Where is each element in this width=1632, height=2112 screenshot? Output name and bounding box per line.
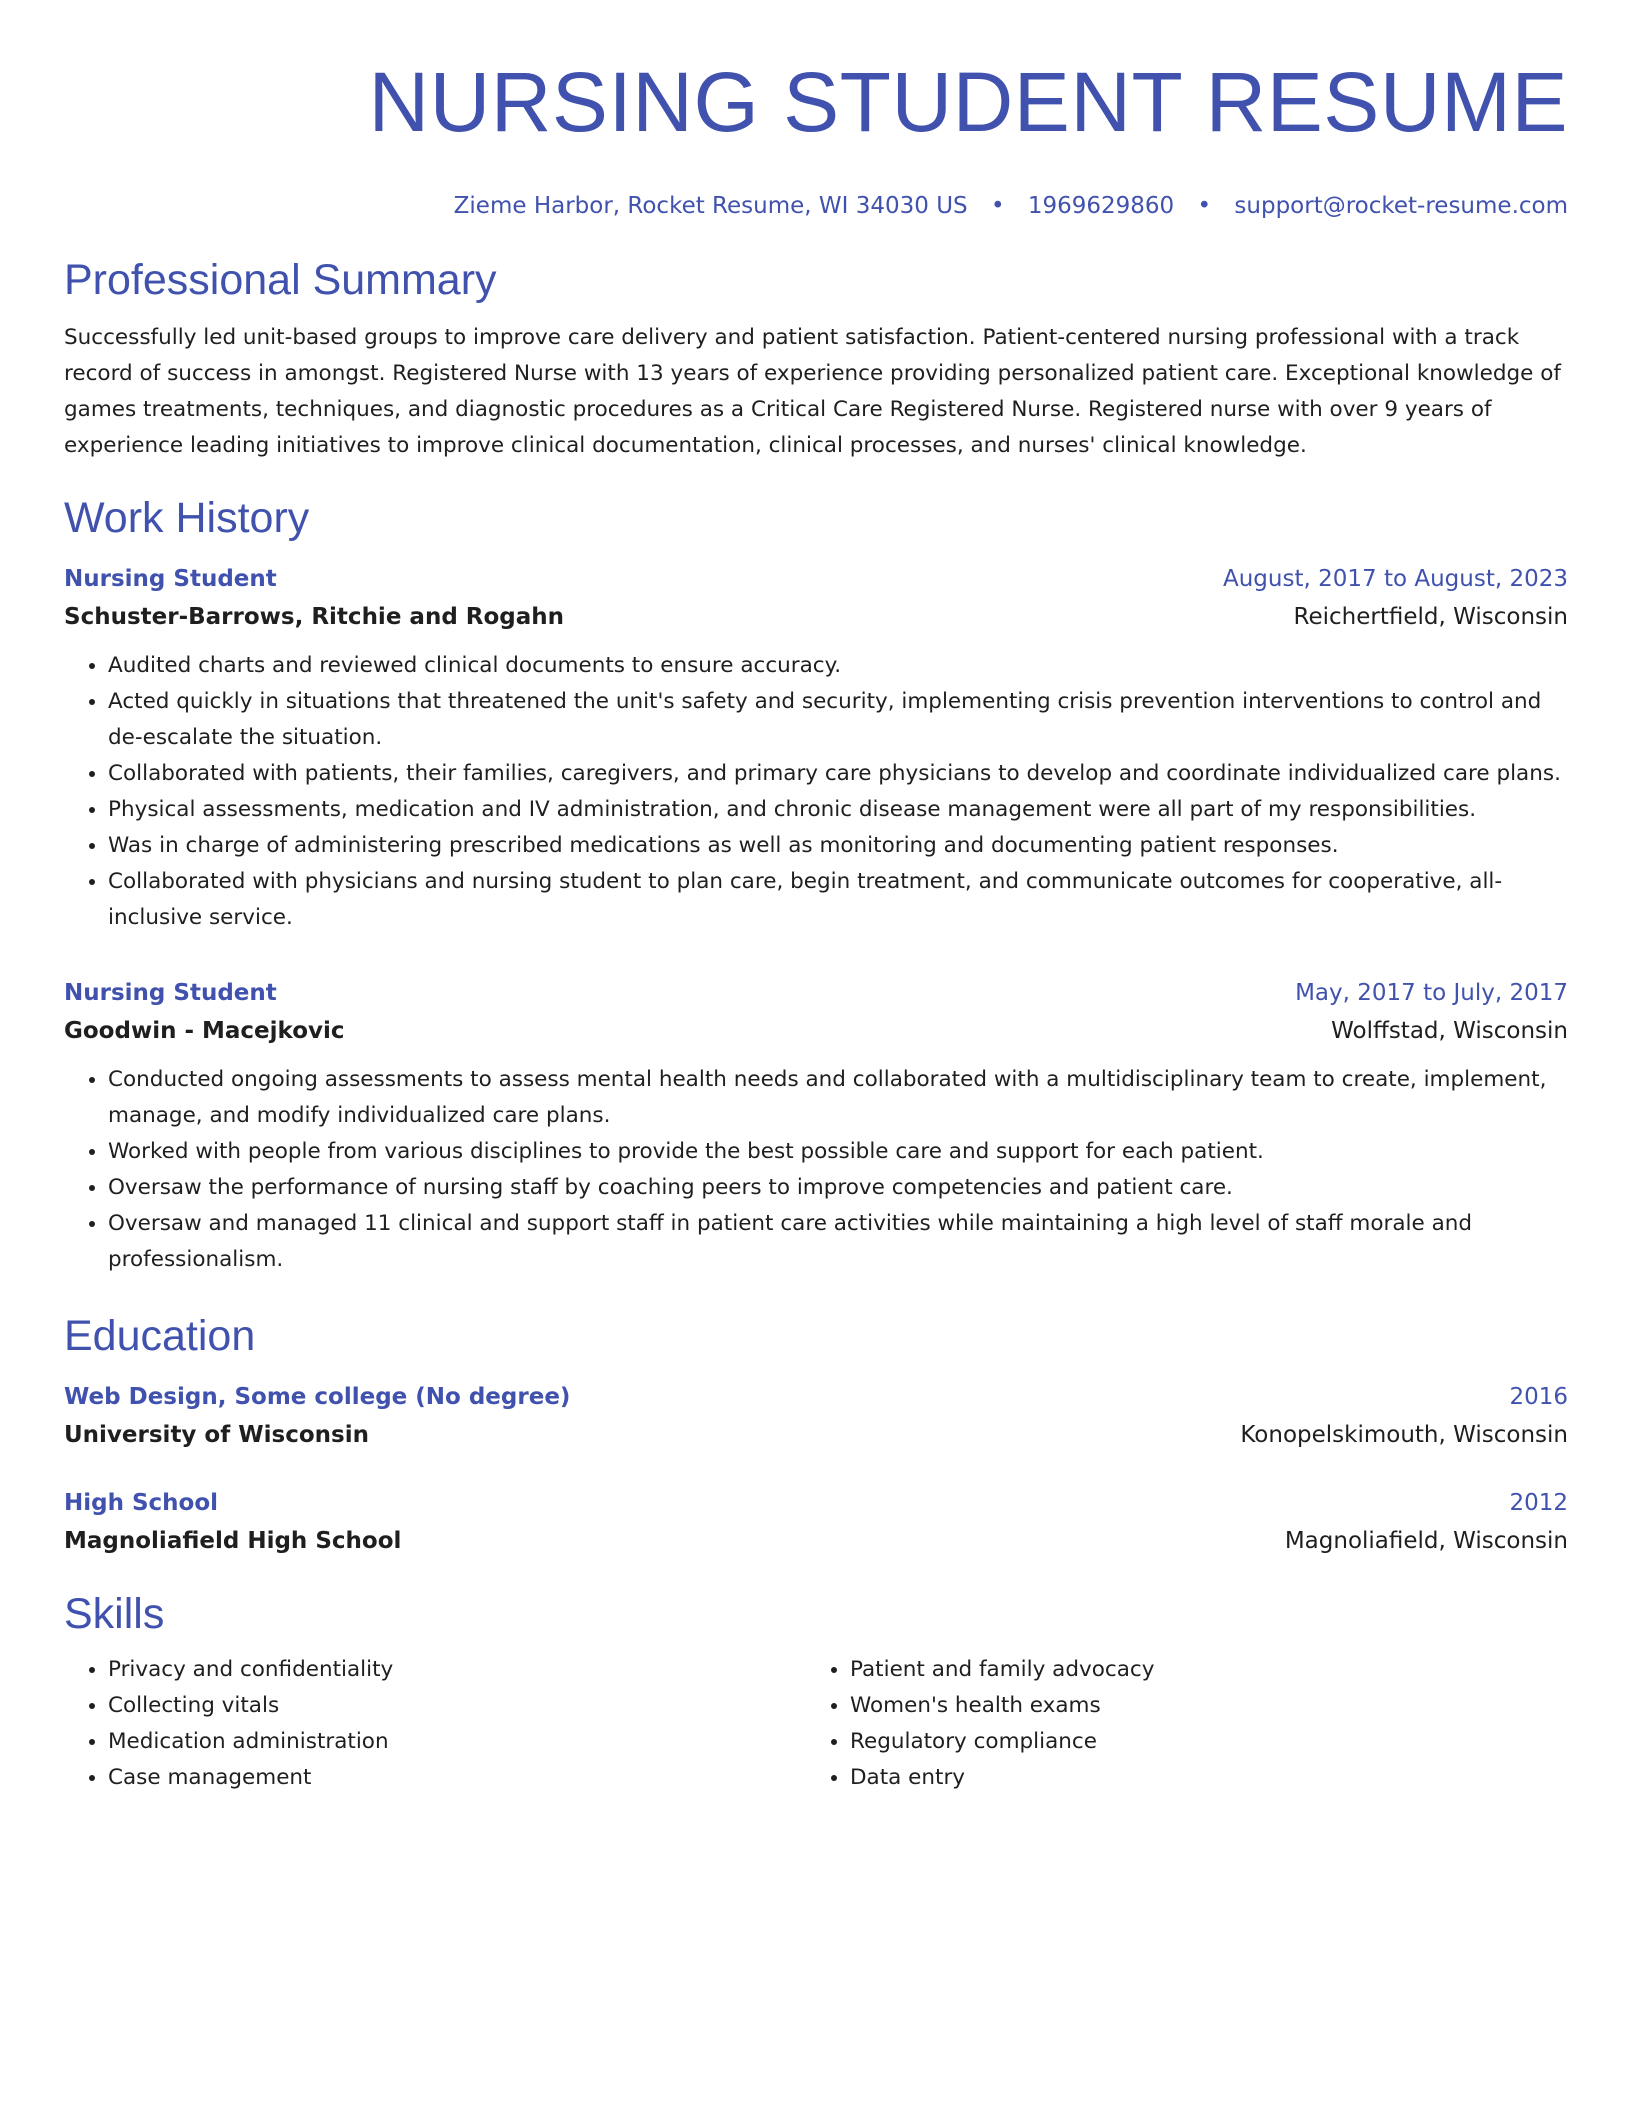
phone: 1969629860 — [1027, 193, 1175, 219]
job-duties-list — [64, 1062, 1568, 1278]
separator-dot: • — [990, 193, 1005, 219]
school-location: Magnoliafield, Wisconsin — [1284, 1528, 1568, 1554]
graduation-year: 2016 — [1509, 1384, 1568, 1410]
skill-item: • Women's health exams — [850, 1688, 1548, 1724]
job-location: Wolffstad, Wisconsin — [1331, 1018, 1568, 1044]
skill-item: • Case management — [108, 1760, 806, 1796]
resume-page — [64, 0, 1568, 1796]
section-title-summary: Professional Summary — [64, 256, 497, 304]
job-role: Nursing Student — [64, 566, 277, 592]
education-entry — [64, 1484, 1568, 1560]
skills-column-right — [806, 1652, 1548, 1796]
degree: High School — [64, 1490, 219, 1516]
job-role: Nursing Student — [64, 980, 277, 1006]
job-duties-list — [64, 648, 1568, 936]
job-dates: August, 2017 to August, 2023 — [1223, 566, 1568, 592]
summary-text: Successfully led unit-based groups to improve care delivery and patient satisfaction. Patient-centered nursing professional with a track record of success in amongst. Registered Nurse with 13 years of experience providing personalized patient care. Exceptional knowledge of games treatments, techniques, and diagnostic procedures as a Critical Care Registered Nurse. Registered nurse with over 9 years of experience leading initiatives to improve clinical documentation, clinical processes, and nurses' clinical knowledge. — [64, 325, 1561, 458]
skills-grid — [64, 1652, 1568, 1796]
address: Zieme Harbor, Rocket Resume, WI 34030 US — [453, 193, 968, 219]
resume-title: NURSING STUDENT RESUME — [368, 55, 1568, 149]
section-title-skills: Skills — [64, 1590, 165, 1638]
list-item: • Audited charts and reviewed clinical documents to ensure accuracy. — [108, 648, 1568, 684]
skill-item: • Medication administration — [108, 1724, 806, 1760]
list-item: • Physical assessments, medication and IV administration, and chronic disease management were all part of my responsibilities. — [108, 792, 1568, 828]
job-location: Reichertfield, Wisconsin — [1293, 604, 1568, 630]
school-location: Konopelskimouth, Wisconsin — [1240, 1422, 1568, 1448]
email-link[interactable]: support@rocket-resume.com — [1234, 193, 1568, 219]
job-entry — [64, 560, 1568, 936]
section-title-work-history: Work History — [64, 494, 310, 542]
school-name: Magnoliafield High School — [64, 1528, 402, 1554]
list-item: • Acted quickly in situations that threatened the unit's safety and security, implementing crisis prevention interventions to control and de-escalate the situation. — [108, 684, 1568, 756]
resume-header — [64, 0, 1568, 222]
separator-dot: • — [1197, 193, 1212, 219]
contact-line — [64, 190, 1568, 222]
list-item: • Worked with people from various disciplines to provide the best possible care and support for each patient. — [108, 1134, 1568, 1170]
list-item: • Conducted ongoing assessments to assess mental health needs and collaborated with a multidisciplinary team to create, implement, manage, and modify individualized care plans. — [108, 1062, 1568, 1134]
skill-item: • Patient and family advocacy — [850, 1652, 1548, 1688]
list-item: • Was in charge of administering prescribed medications as well as monitoring and documenting patient responses. — [108, 828, 1568, 864]
section-title-education: Education — [64, 1312, 256, 1360]
skill-item: • Collecting vitals — [108, 1688, 806, 1724]
education-entry — [64, 1378, 1568, 1454]
list-item: • Oversaw the performance of nursing staff by coaching peers to improve competencies and patient care. — [108, 1170, 1568, 1206]
employer-name: Schuster-Barrows, Ritchie and Rogahn — [64, 604, 565, 630]
school-name: University of Wisconsin — [64, 1422, 369, 1448]
skills-column-left — [64, 1652, 806, 1796]
job-dates: May, 2017 to July, 2017 — [1295, 980, 1568, 1006]
list-item: • Oversaw and managed 11 clinical and support staff in patient care activities while maintaining a high level of staff morale and professionalism. — [108, 1206, 1568, 1278]
skill-item: • Privacy and confidentiality — [108, 1652, 806, 1688]
employer-name: Goodwin - Macejkovic — [64, 1018, 345, 1044]
skill-item: • Regulatory compliance — [850, 1724, 1548, 1760]
job-entry — [64, 974, 1568, 1278]
degree: Web Design, Some college (No degree) — [64, 1384, 571, 1410]
skill-item: • Data entry — [850, 1760, 1548, 1796]
list-item: • Collaborated with physicians and nursing student to plan care, begin treatment, and communicate outcomes for cooperative, all-inclusive service. — [108, 864, 1568, 936]
list-item: • Collaborated with patients, their families, caregivers, and primary care physicians to develop and coordinate individualized care plans. — [108, 756, 1568, 792]
graduation-year: 2012 — [1509, 1490, 1568, 1516]
